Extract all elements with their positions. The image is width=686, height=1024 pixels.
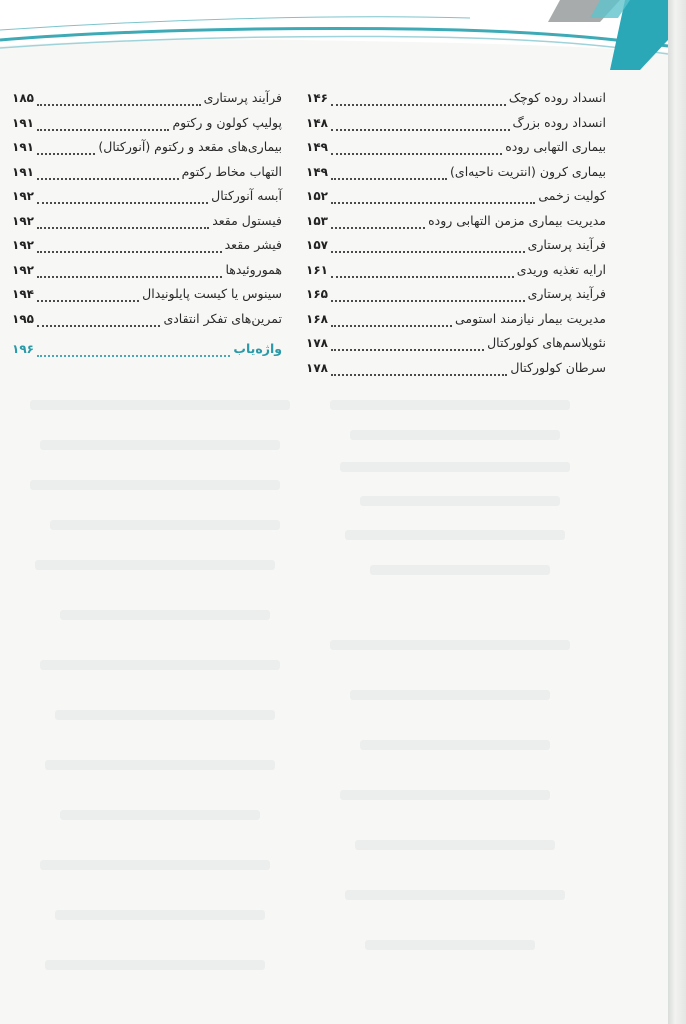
toc-entry bbox=[306, 164, 606, 189]
toc-leader-dots bbox=[331, 276, 514, 278]
toc-entry-page: ۱۹۲ bbox=[12, 213, 34, 228]
toc-entry-page: ۱۹۲ bbox=[12, 189, 34, 203]
toc-entry-page: ۱۹۵ bbox=[12, 311, 34, 326]
toc-entry-page: ۱۷۸ bbox=[306, 336, 328, 350]
toc-entry bbox=[12, 286, 282, 311]
toc-leader-dots bbox=[331, 374, 507, 376]
toc-leader-dots bbox=[331, 227, 425, 229]
toc-entry-page: ۱۹۲ bbox=[12, 262, 34, 277]
toc-leader-dots bbox=[37, 300, 139, 302]
toc-entry bbox=[306, 139, 606, 164]
toc-leader-dots bbox=[37, 202, 208, 204]
glossary-page: ۱۹۶ bbox=[12, 342, 34, 356]
toc-entry-title: التهاب مخاط رکتوم bbox=[181, 163, 282, 179]
toc-entry bbox=[306, 237, 606, 262]
toc-entry bbox=[306, 262, 606, 287]
toc-leader-dots bbox=[37, 276, 222, 278]
toc-entry-title: نئوپلاسم‌های کولورکتال bbox=[487, 335, 606, 350]
toc-entry-title: هموروئیدها bbox=[225, 261, 282, 277]
toc-leader-dots bbox=[37, 104, 201, 106]
toc-entry bbox=[12, 262, 282, 287]
glossary-title: واژه‌یاب bbox=[233, 341, 282, 356]
toc-leader-dots bbox=[331, 202, 535, 204]
toc-entry bbox=[306, 188, 606, 213]
toc-entry-page: ۱۹۲ bbox=[12, 238, 34, 252]
toc-entry-page: ۱۶۱ bbox=[306, 262, 328, 277]
toc-entry-title: آبسه آنورکتال bbox=[211, 188, 282, 203]
toc-leader-dots bbox=[37, 129, 169, 131]
toc-entry-title: انسداد روده کوچک bbox=[508, 90, 606, 105]
toc-leader-dots bbox=[331, 129, 510, 131]
toc-column-right bbox=[306, 90, 606, 384]
toc-entry-title: فرآیند پرستاری bbox=[203, 90, 282, 105]
toc-entry bbox=[12, 188, 282, 213]
toc-entry-page: ۱۹۱ bbox=[12, 115, 34, 130]
toc-leader-dots bbox=[331, 251, 525, 253]
toc-entry-title: کولیت زخمی bbox=[538, 188, 606, 203]
toc-entry-title: فرآیند پرستاری bbox=[527, 286, 606, 301]
toc-entry-page: ۱۷۸ bbox=[306, 360, 328, 375]
toc-entry-page: ۱۵۳ bbox=[306, 213, 328, 228]
toc-entry bbox=[12, 213, 282, 238]
toc-column-left bbox=[12, 90, 282, 366]
toc-entry-page: ۱۵۷ bbox=[306, 238, 328, 252]
toc-entry bbox=[12, 164, 282, 189]
toc-entry-page: ۱۹۱ bbox=[12, 140, 34, 154]
toc-leader-dots bbox=[37, 355, 230, 357]
toc-entry bbox=[12, 115, 282, 140]
header-decoration bbox=[0, 0, 668, 72]
toc-leader-dots bbox=[37, 251, 222, 253]
toc-entry-page: ۱۵۲ bbox=[306, 189, 328, 203]
toc-entry bbox=[12, 237, 282, 262]
toc-entry-page: ۱۴۹ bbox=[306, 164, 328, 179]
toc-leader-dots bbox=[331, 178, 447, 180]
toc-entry-page: ۱۴۹ bbox=[306, 140, 328, 154]
toc-entry bbox=[12, 311, 282, 336]
toc-entry-page: ۱۴۸ bbox=[306, 115, 328, 130]
toc-entry-title: فیشر مقعد bbox=[224, 237, 282, 252]
toc-leader-dots bbox=[331, 104, 506, 106]
toc-leader-dots bbox=[331, 300, 525, 302]
toc-entry-page: ۱۸۵ bbox=[12, 91, 34, 105]
toc-entry-title: پولیپ کولون و رکتوم bbox=[172, 114, 282, 130]
toc-entry-title: بیماری التهابی روده bbox=[505, 139, 606, 154]
toc-entry bbox=[306, 213, 606, 238]
toc-entry-title: تمرین‌های تفکر انتقادی bbox=[163, 310, 282, 326]
toc-leader-dots bbox=[331, 153, 502, 155]
toc-entry bbox=[306, 90, 606, 115]
toc-entry-page: ۱۴۶ bbox=[306, 91, 328, 105]
toc-entry-title: فیستول مقعد bbox=[212, 212, 282, 228]
toc-entry-page: ۱۶۸ bbox=[306, 311, 328, 326]
toc-leader-dots bbox=[331, 349, 484, 351]
toc-leader-dots bbox=[37, 227, 209, 229]
toc-entry-title: مدیریت بیمار نیازمند استومی bbox=[454, 310, 606, 326]
toc-entry-page: ۱۹۱ bbox=[12, 164, 34, 179]
toc-entry-title: بیماری‌های مقعد و رکتوم (آنورکتال) bbox=[98, 139, 282, 154]
toc-leader-dots bbox=[37, 153, 95, 155]
toc-entry-title: مدیریت بیماری مزمن التهابی روده bbox=[428, 212, 606, 228]
toc-entry-title: بیماری کرون (انتریت ناحیه‌ای) bbox=[450, 163, 606, 179]
toc-entry-title: سرطان کولورکتال bbox=[510, 359, 606, 375]
page-edge bbox=[668, 0, 686, 1024]
toc-entry bbox=[306, 335, 606, 360]
toc-leader-dots bbox=[37, 178, 179, 180]
toc-leader-dots bbox=[331, 325, 452, 327]
toc-leader-dots bbox=[37, 325, 160, 327]
toc-entry-glossary bbox=[12, 341, 282, 366]
toc-entry bbox=[12, 139, 282, 164]
toc-entry-title: فرآیند پرستاری bbox=[527, 237, 606, 252]
toc-entry bbox=[306, 286, 606, 311]
toc-entry-page: ۱۹۴ bbox=[12, 287, 34, 301]
toc-entry bbox=[12, 90, 282, 115]
toc-entry bbox=[306, 360, 606, 385]
toc-entry-title: ارایه تغذیه وریدی bbox=[516, 261, 606, 277]
toc-entry-page: ۱۶۵ bbox=[306, 287, 328, 301]
toc-entry bbox=[306, 311, 606, 336]
toc-entry bbox=[306, 115, 606, 140]
toc-entry-title: انسداد روده بزرگ bbox=[512, 114, 606, 130]
toc-entry-title: سینوس یا کیست پایلونیدال bbox=[142, 286, 282, 301]
